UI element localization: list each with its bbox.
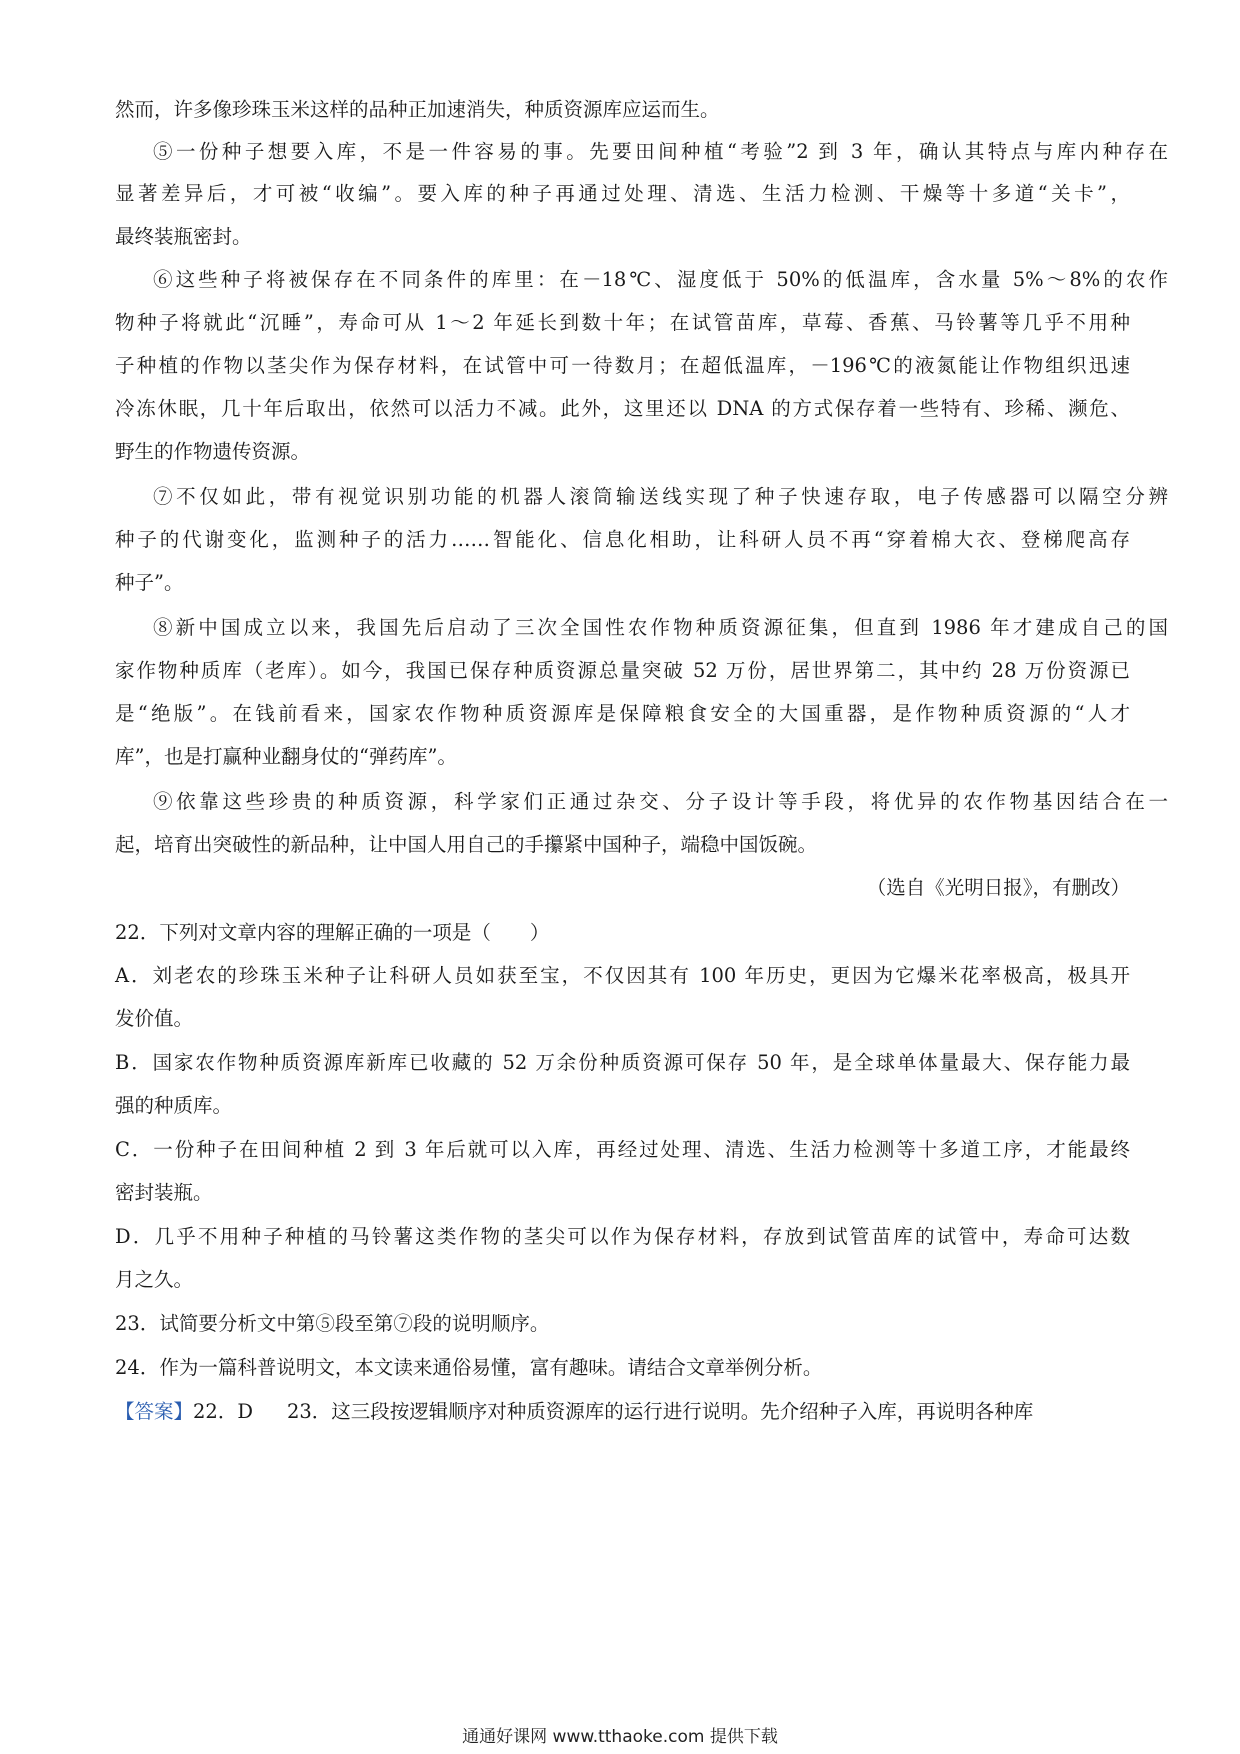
option-d-line-2: 月之久。 xyxy=(115,1268,194,1291)
paragraph-6-line-1: ⑥这些种子将被保存在不同条件的库里：在－18℃、湿度低于 50%的低温库，含水量 5%～8%的农作 xyxy=(153,268,1168,291)
paragraph-6-line-5: 野生的作物遗传资源。 xyxy=(115,440,311,463)
option-d-line-1: D．几乎不用种子种植的马铃薯这类作物的茎尖可以作为保存材料，存放到试管苗库的试管中，寿命可达数 xyxy=(115,1225,1130,1248)
paragraph-6-line-4: 冷冻休眠，几十年后取出，依然可以活力不减。此外，这里还以 DNA 的方式保存着一些特有、珍稀、濒危、 xyxy=(115,397,1130,420)
option-b-line-2: 强的种质库。 xyxy=(115,1094,233,1117)
option-c-line-2: 密封装瓶。 xyxy=(115,1181,213,1204)
question-24: 24．作为一篇科普说明文，本文读来通俗易懂，富有趣味。请结合文章举例分析。 xyxy=(115,1356,823,1379)
paragraph-6-line-2: 物种子将就此“沉睡”，寿命可从 1～2 年延长到数十年；在试管苗库，草莓、香蕉、马铃薯等几乎不用种 xyxy=(115,311,1130,334)
answer-tag: 【答案】 xyxy=(115,1400,194,1423)
paragraph-8-line-4: 库”，也是打赢种业翻身仗的“弹药库”。 xyxy=(115,745,457,768)
article-source: （选自《光明日报》，有删改） xyxy=(866,876,1130,899)
answer-22: 22．D xyxy=(193,1400,253,1423)
option-b-line-1: B．国家农作物种质资源库新库已收藏的 52 万余份种质资源可保存 50 年，是全球单体量最大、保存能力最 xyxy=(115,1051,1130,1074)
paragraph-9-line-1: ⑨依靠这些珍贵的种质资源，科学家们正通过杂交、分子设计等手段，将优异的农作物基因结合在一 xyxy=(153,790,1168,813)
paragraph-5-line-1: ⑤一份种子想要入库，不是一件容易的事。先要田间种植“考验”2 到 3 年，确认其特点与库内种存在 xyxy=(153,140,1168,163)
paragraph-8-line-1: ⑧新中国成立以来，我国先后启动了三次全国性农作物种质资源征集，但直到 1986 年才建成自己的国 xyxy=(153,616,1168,639)
answer-23-start: 23．这三段按逻辑顺序对种质资源库的运行进行说明。先介绍种子入库，再说明各种库 xyxy=(286,1400,1034,1423)
paragraph-7-line-2: 种子的代谢变化，监测种子的活力……智能化、信息化相助，让科研人员不再“穿着棉大衣、登梯爬高存 xyxy=(115,528,1130,551)
option-c-line-1: C．一份种子在田间种植 2 到 3 年后就可以入库，再经过处理、清选、生活力检测等十多道工序，才能最终 xyxy=(115,1138,1130,1161)
paragraph-5-line-2: 显著差异后，才可被“收编”。要入库的种子再通过处理、清选、生活力检测、干燥等十多道“关卡”， xyxy=(115,182,1130,205)
paragraph-8-line-2: 家作物种质库（老库）。如今，我国已保存种质资源总量突破 52 万份，居世界第二，其中约 28 万份资源已 xyxy=(115,659,1130,682)
paragraph-6-line-3: 子种植的作物以茎尖作为保存材料，在试管中可一待数月；在超低温库，－196℃的液氮能让作物组织迅速 xyxy=(115,354,1130,377)
answer-line xyxy=(115,1400,1130,1424)
question-22-stem: 22．下列对文章内容的理解正确的一项是（ ） xyxy=(115,921,550,944)
paragraph-9-line-2: 起，培育出突破性的新品种，让中国人用自己的手攥紧中国种子，端稳中国饭碗。 xyxy=(115,833,818,856)
question-23: 23．试简要分析文中第⑤段至第⑦段的说明顺序。 xyxy=(115,1312,550,1335)
paragraph-7-line-3: 种子”。 xyxy=(115,571,184,594)
paragraph-7-line-1: ⑦不仅如此，带有视觉识别功能的机器人滚筒输送线实现了种子快速存取，电子传感器可以隔空分辨 xyxy=(153,485,1168,508)
paragraph-4-tail: 然而，许多像珍珠玉米这样的品种正加速消失，种质资源库应运而生。 xyxy=(115,98,720,121)
paragraph-5-line-3: 最终装瓶密封。 xyxy=(115,225,252,248)
page-footer: 通通好课网 www.tthaoke.com 提供下载 xyxy=(462,1727,778,1747)
option-a-line-2: 发价值。 xyxy=(115,1007,194,1030)
option-a-line-1: A．刘老农的珍珠玉米种子让科研人员如获至宝，不仅因其有 100 年历史，更因为它爆米花率极高，极具开 xyxy=(115,964,1130,987)
paragraph-8-line-3: 是“绝版”。在钱前看来，国家农作物种质资源库是保障粮食安全的大国重器，是作物种质资源的“人才 xyxy=(115,702,1130,725)
